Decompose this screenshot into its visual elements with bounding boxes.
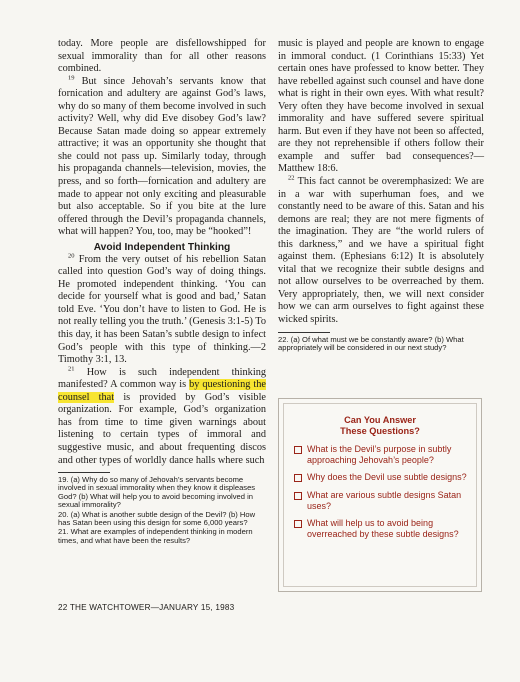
paragraph-20-text: From the very outset of his rebellion Satan called into question God’s way of doing things. He promoted independent thinking. ‘You can decide for yourself what is good and bad,’ Satan told Eve. ‘You don’t have to listen to God. He is not really telling you the truth.’ (Genesis 3:1-5) To this day, it has been Satan’s subtle design to infect God’s people with this type of thinking.—2 Timothy 3:1, 13. — [58, 253, 267, 366]
paragraph-number-22: 22 — [288, 174, 295, 182]
review-question-box — [278, 398, 482, 592]
footnote-divider-right — [278, 332, 330, 333]
review-question-text: Why does the Devil use subtle designs? — [307, 472, 467, 483]
paragraph-21-text-start: How is such independent thinking manifested? A common way is — [58, 366, 266, 391]
paragraph-21 — [58, 367, 266, 467]
left-column — [58, 38, 266, 546]
review-question — [294, 472, 470, 483]
subheading: Avoid Independent Thinking — [93, 241, 231, 253]
checkbox-square-icon — [294, 520, 302, 528]
checkbox-square-icon — [294, 474, 302, 482]
paragraph-21-text-end: is provided by God’s visible organization. For example, God’s organization has from time to time given warnings about listening to certain types of immoral and suggestive music, and about frequenting discos and other types of worldly dance halls where such — [58, 391, 266, 466]
review-box-title-line-1: Can You Answer — [344, 415, 416, 425]
paragraph-20 — [58, 254, 266, 367]
review-box-title-line-2: These Questions? — [340, 425, 420, 436]
paragraph-22 — [278, 176, 484, 327]
paragraph-19 — [58, 76, 266, 239]
review-question-list — [284, 444, 476, 539]
review-question — [294, 490, 470, 511]
right-column — [278, 38, 484, 353]
review-box-frame — [283, 403, 477, 587]
study-question-22: 22. (a) Of what must we be constantly aware? (b) What appropriately will be considered in our next study? — [278, 334, 464, 352]
checkbox-square-icon — [294, 446, 302, 454]
review-question-text: What are various subtle designs Satan uses? — [307, 489, 462, 511]
review-question — [294, 518, 470, 539]
review-question-text: What will help us to avoid being overreached by these subtle designs? — [307, 518, 459, 539]
paragraph-number-19: 19 — [68, 74, 75, 82]
paragraph-intro: today. More people are disfellowshipped for sexual immorality than for all other reasons combined. — [58, 38, 266, 75]
study-question-19: 19. (a) Why do so many of Jehovah’s servants become involved in sexual immorality when they know it displeases God? (b) What will help you to avoid becoming involved in sexual immorality? — [58, 475, 256, 510]
paragraph-continued: music is played and people are known to engage in immoral conduct. (1 Corinthians 15:33) Yet certain ones have professed to know better. They have rebelled against such counsel and have done what is right in their own eyes. With what result? Very often they have become involved in sexual immorality and have suffered severe spiritual harm. But even if they have not been so affected, are they not reprehensible if others follow their example and suffer bad consequences?—Matthew 18:6. — [278, 38, 484, 175]
review-question — [294, 444, 470, 465]
study-question-21: 21. What are examples of independent thinking in modern times, and what have been the results? — [58, 527, 253, 545]
paragraph-number-21: 21 — [68, 365, 75, 373]
footnote-divider — [58, 472, 110, 473]
page-footer: 22 THE WATCHTOWER—JANUARY 15, 1983 — [58, 603, 235, 612]
paragraph-number-20: 20 — [68, 252, 75, 260]
study-question-20: 20. (a) What is another subtle design of the Devil? (b) How has Satan been using this design for some 6,000 years? — [58, 509, 256, 528]
review-question-text: What is the Devil’s purpose in subtly approaching Jehovah’s people? — [307, 444, 452, 465]
highlighted-text: by questioning the counsel that — [58, 379, 266, 403]
review-box-title — [284, 415, 476, 436]
paragraph-19-text: But since Jehovah’s servants know that fornication and adultery are against God’s laws, why do so many of them become involved in such activity? Well, why did Eve disobey God’s law? Because Satan made doing so appear extremely attractive; it was an opportunity she thought that she could not pass up. Similarly today, through his propaganda channels—television, movies, the press, and so forth—fornication and adultery are made to appear not only exciting and pleasurable but also acceptable. So if you bite at the lure offered through the Devil’s propaganda channels, what will happen? You, too, may be “hooked”! — [58, 75, 267, 238]
paragraph-22-text: This fact cannot be overemphasized: We are in a war with superhuman foes, and we constantly need to be aware of this. Satan and his demons are real; they are not mere figments of the imagination. They are “the world rulers of this darkness,” and we have a spiritual fight against them. (Ephesians 6:12) It is absolutely vital that we recognize their subtle designs and not allow ourselves to be overreached by them. Very appropriately, then, we will next consider how we can arm ourselves to fight against these wicked spirits. — [278, 176, 484, 326]
checkbox-square-icon — [294, 492, 302, 500]
